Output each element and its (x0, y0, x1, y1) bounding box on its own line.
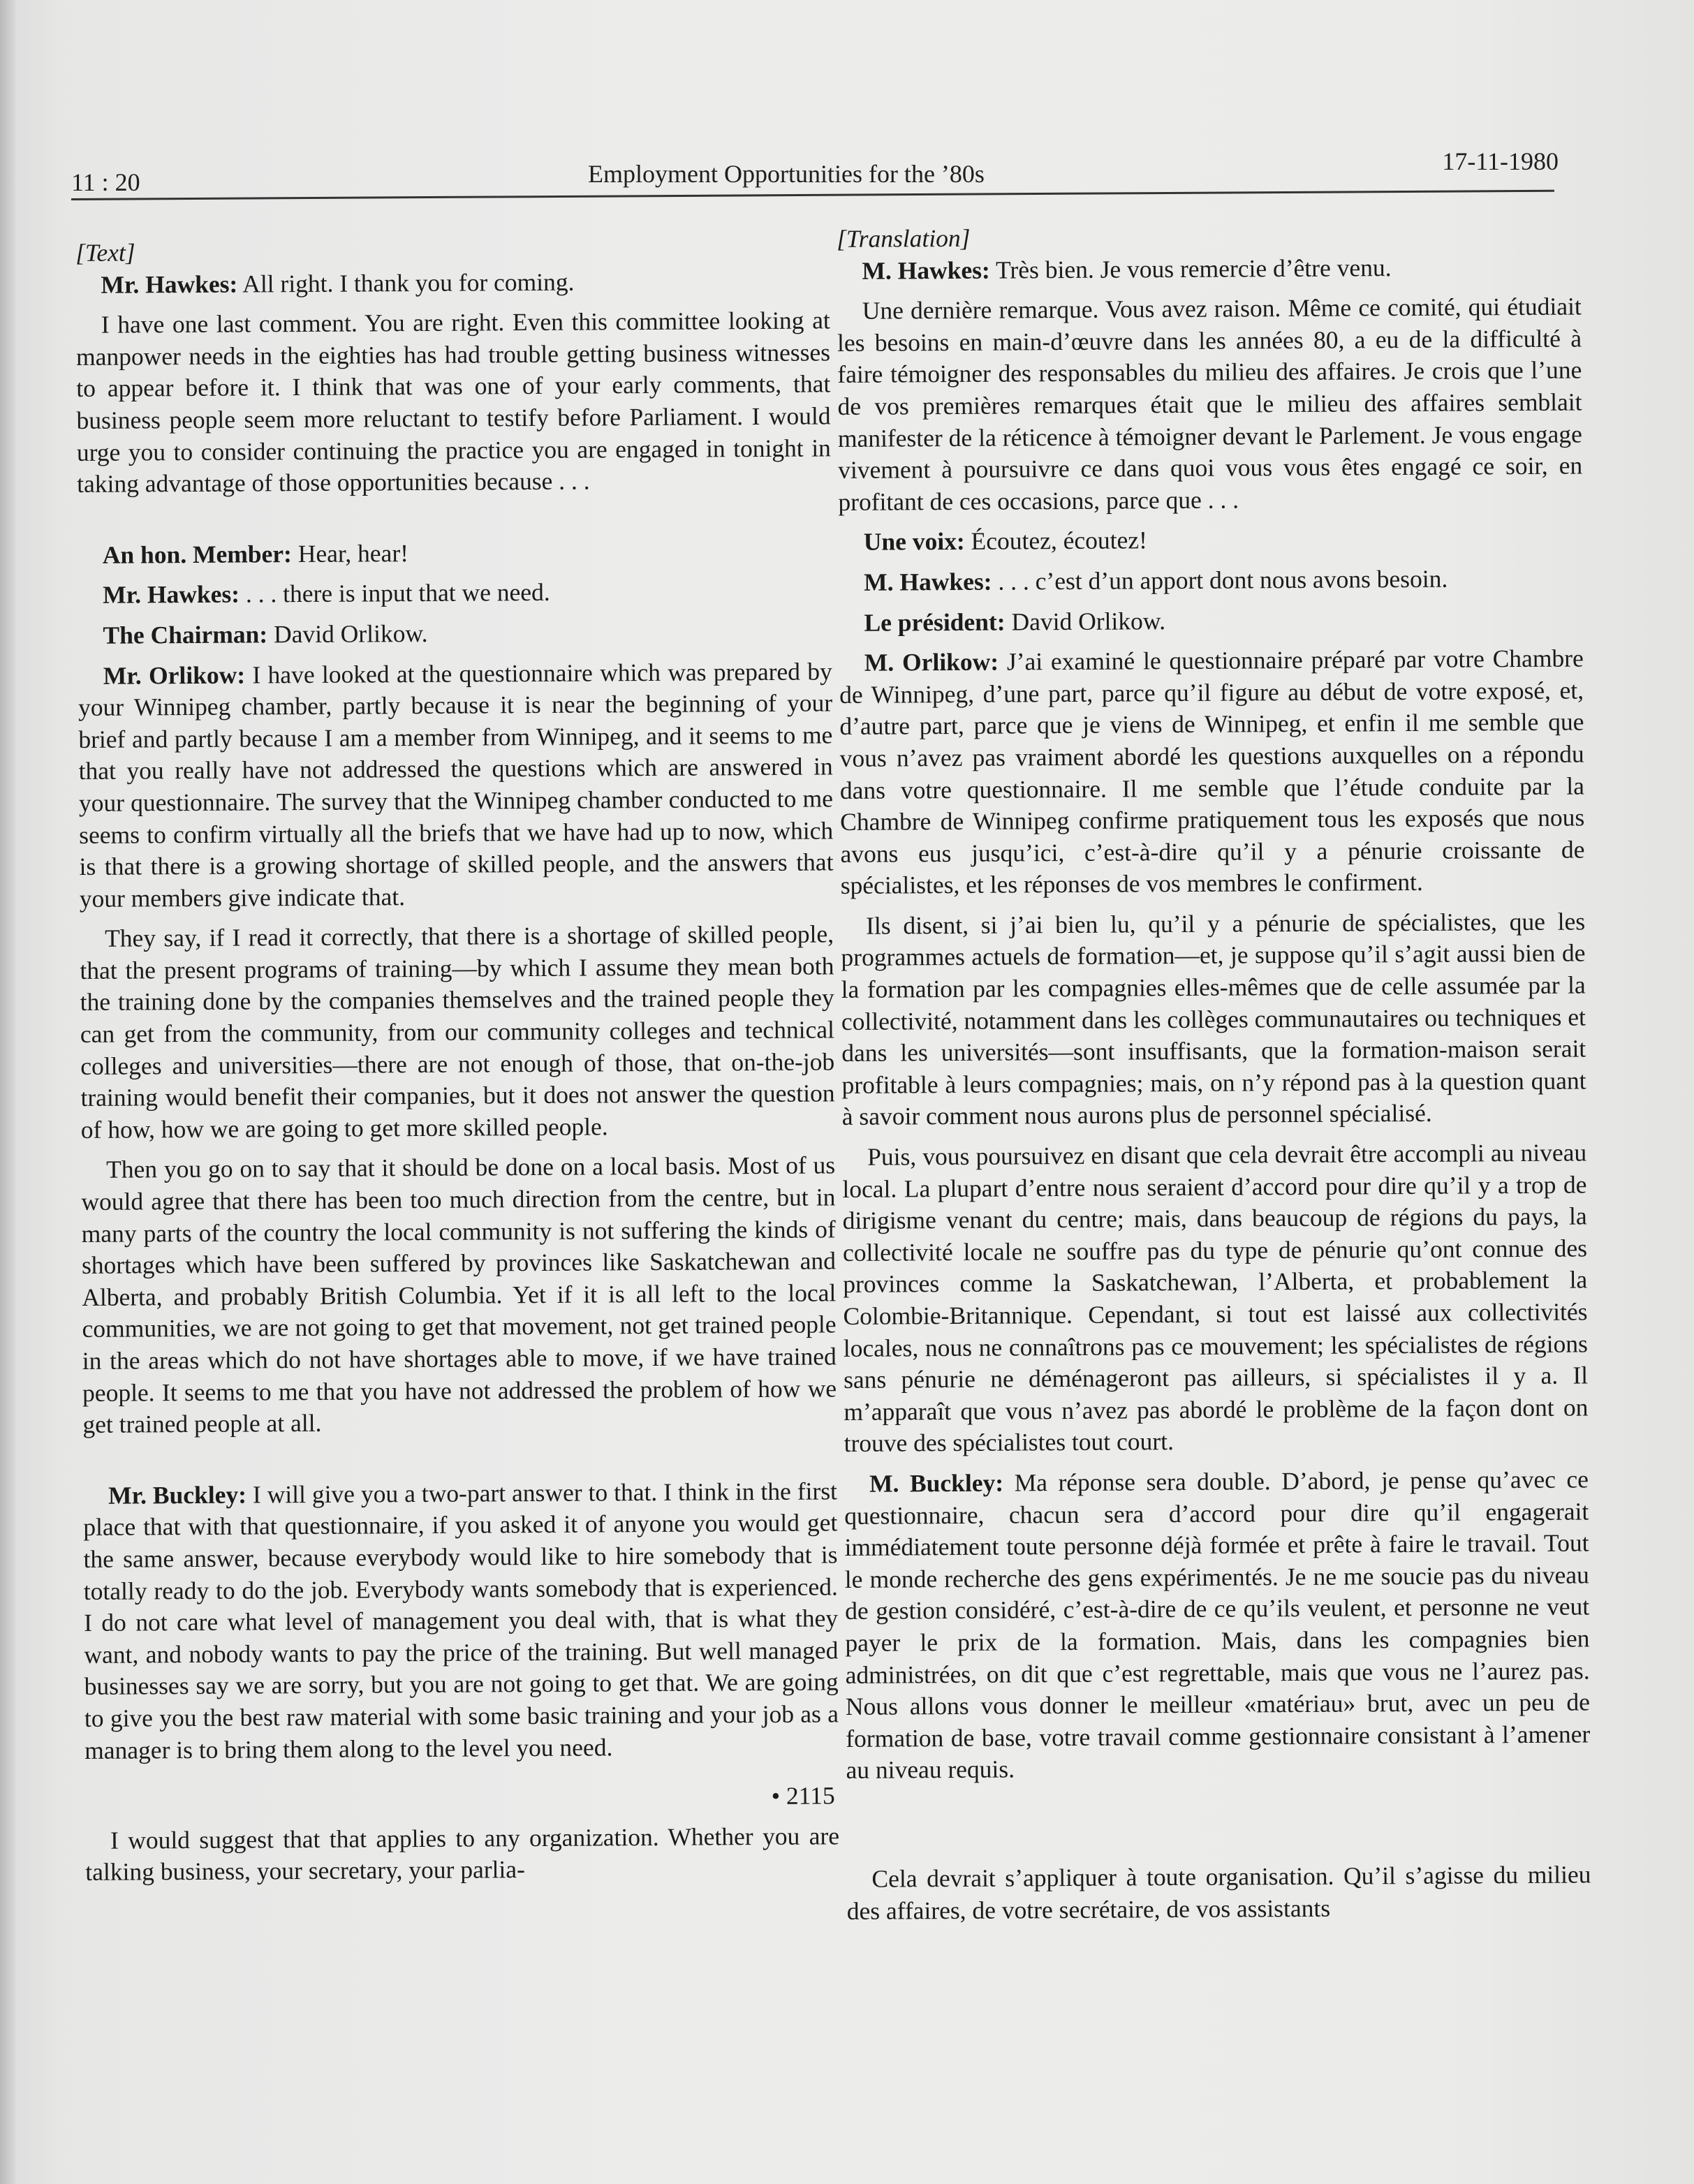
paragraph (844, 1463, 1591, 1786)
paragraph (78, 575, 832, 612)
paragraph-text: Ma réponse sera double. D’abord, je pense qu’avec ce questionnaire, chacun sera d’accord pour dire qu’il engagerait immédiatement toute personne déjà formée et prête à faire le travail. Tout le monde recherche des gens expérimentés. Je ne me soucie pas du niveau de gestion considéré, c’est-à-dire de ce qu’ils veulent, et personne ne veut payer le prix de la formation. Mais, dans les compagnies bien administrées, on dit que c’est regrettable, mais que vous ne l’aurez pas. Nous allons vous donner le meilleur «matériau» brut, avec un peu de formation de base, votre travail comme gestionnaire consistant à l’amener au niveau requis. (844, 1465, 1591, 1785)
paragraph (83, 1475, 839, 1766)
paragraph-text: Then you go on to say that it should be done on a local basis. Most of us would agree that there has been too much direction from the centre, but in many parts of the country the local community is not suffering the kinds of shortages which have been suffered by provinces like Saskatchewan and Alberta, and probably British Columbia. Yet if it is all left to the local communities, we are not going to get that movement, not get trained people in the areas which do not have shortages able to move, if we have trained people. It seems to me that you have not addressed the problem of how we get trained people at all. (81, 1151, 837, 1439)
paragraph (78, 615, 832, 651)
french-column (837, 219, 1591, 1927)
paragraph-text: I would suggest that that applies to any organization. Whether you are talking business, your secretary, your parlia- (85, 1822, 840, 1887)
paragraph (839, 643, 1585, 902)
page-number: 11 : 20 (71, 168, 140, 196)
paragraph (78, 535, 832, 571)
time-marker: • 2115 (771, 1781, 835, 1810)
paragraph (81, 1150, 837, 1441)
paragraph (75, 265, 830, 301)
paragraph-text: . . . c’est d’un apport dont nous avons besoin. (992, 564, 1448, 596)
section-label: [Text] (75, 238, 135, 267)
paragraph (842, 1137, 1589, 1459)
speaker-name: The Chairman: (103, 620, 268, 649)
speaker-name: M. Hawkes: (862, 256, 990, 285)
paragraph (839, 522, 1583, 559)
english-column (75, 233, 839, 1888)
paragraph-text: Hear, hear! (291, 538, 409, 568)
paragraph-text: Puis, vous poursuivez en disant que cela devrait être accompli au niveau local. La plupart d’entre nous seraient d’accord pour dire qu’il y a trop de dirigisme venant du centre; mais, dans beaucoup de régions du pays, la collectivité locale ne souffre pas du type de pénurie qu’ont connue des provinces comme la Saskatchewan, l’Alberta, et probablement la Colombie-Britannique. Cependant, si tout est laissé aux collectivités locales, nous ne connaîtrons pas ce mouvement; les spécialistes de régions sans pénurie ne déménageront pas ailleurs, si spécialistes il y a. Il m’apparaît que vous n’avez pas abordé le problème de la façon dont on trouve des spécialistes tout court. (842, 1138, 1589, 1458)
speaker-name: M. Orlikow: (864, 647, 999, 677)
paragraph-text: David Orlikow. (267, 619, 428, 649)
page-header (71, 147, 1559, 195)
speaker-name: M. Hawkes: (864, 567, 992, 596)
paragraph-text: Écoutez, écoutez! (964, 526, 1148, 556)
paragraph-text: All right. I thank you for coming. (237, 267, 575, 298)
paragraph-text: I will give you a two-part answer to that. I think in the first place that with that questionnaire, if you asked it of anyone you would get the same answer, because everybody would like to hire somebody that is totally ready to do the job. Everybody wants somebody that is experienced. I do not care what level of management you deal with, that is what they want, and nobody wants to pay the price of the training. But well managed businesses say we are sorry, but you are not going to get that. We are going to give you the best raw material with some basic training and your job as a manager is to bring them along to the level you need. (83, 1477, 839, 1764)
speaker-name: M. Buckley: (869, 1468, 1004, 1498)
section-label: [Translation] (837, 223, 971, 253)
running-title: Employment Opportunities for the ’80s (588, 160, 985, 188)
paragraph (837, 291, 1583, 519)
paragraph-text: . . . there is input that we need. (239, 578, 550, 608)
paragraph-text: I have one last comment. You are right. Even this committee looking at manpower needs in the eighties has had trouble getting business witnesses to appear before it. I think that was one of your early comments, that business people seem more reluctant to testify before Parliament. I would urge you to consider continuing the practice you are engaged in tonight in taking advantage of those opportunities because . . . (75, 306, 831, 499)
paragraph (841, 906, 1586, 1133)
paragraph (80, 919, 835, 1146)
speaker-name: Mr. Hawkes: (101, 270, 238, 299)
paragraph (839, 562, 1583, 598)
paragraph-text: I have looked at the questionnaire which was prepared by your Winnipeg chamber, partly because it is near the beginning of your brief and partly because I am a member from Winnipeg, and it seems to me that you really have not addressed the questions which are answered in your questionnaire. The survey that the Winnipeg chamber conducted to me seems to confirm virtually all the briefs that we have had up to now, which is that there is a growing shortage of skilled people, and the answers that your members give indicate that. (78, 656, 834, 913)
header-date: 17-11-1980 (1442, 147, 1559, 175)
speaker-name: Mr. Hawkes: (103, 580, 240, 610)
paragraph-text: Cela devrait s’appliquer à toute organisation. Qu’il s’agisse du milieu des affaires, de votre secrétaire, de vos assistants (846, 1860, 1591, 1925)
paragraph (85, 1820, 840, 1889)
speaker-name: Mr. Buckley: (108, 1480, 247, 1510)
speaker-name: Une voix: (863, 527, 965, 556)
paragraph (76, 305, 832, 501)
paragraph-text: Très bien. Je vous remercie d’être venu. (989, 253, 1392, 284)
page-binding-edge (0, 0, 15, 2184)
paragraph-text: J’ai examiné le questionnaire préparé par votre Chambre de Winnipeg, d’une part, parce qu’il figure au début de votre exposé, et, d’autre part, parce que je viens de Winnipeg, et enfin il me semble que vous n’avez pas vraiment abordé les questions auxquelles on a répondu dans votre questionnaire. Il me semble que l’étude conduite par la Chambre de Winnipeg confirme pratiquement tous les exposés que nous avons eus jusqu’ici, c’est-à-dire qu’il y a pénurie croissante de spécialistes, et les réponses de vos membres le confirment. (839, 644, 1585, 900)
paragraph (846, 1859, 1591, 1927)
paragraph-text: David Orlikow. (1005, 606, 1166, 636)
paragraph-text: Ils disent, si j’ai bien lu, qu’il y a pénurie de spécialistes, que les programmes actuels de formation—et, je suppose qu’il s’agit aussi bien de la formation par les compagnies elles-mêmes que de celle assumée par la collectivité, notamment dans les collèges communautaires ou techniques et dans les universités—sont insuffisants, que la formation-maison serait profitable à leurs compagnies; mais, on n’y répond pas à la question quant à savoir comment nous aurons plus de personnel spécialisé. (841, 907, 1586, 1131)
paragraph (837, 251, 1581, 287)
speaker-name: Le président: (864, 607, 1006, 637)
paragraph-text: They say, if I read it correctly, that there is a shortage of skilled people, that the present programs of training—by which I assume they mean both the training done by the companies themselves and the trained people they can get from the community, from our community colleges and technical colleges and universities—there are not enough of those, that on-the-job training would benefit their companies, but it does not answer the question of how, how we are going to get more skilled people. (80, 920, 835, 1144)
speaker-name: Mr. Orlikow: (103, 661, 246, 690)
paragraph (78, 656, 834, 915)
paragraph (839, 603, 1583, 639)
speaker-name: An hon. Member: (102, 539, 293, 569)
paragraph-text: Une dernière remarque. Vous avez raison. Même ce comité, qui étudiait les besoins en main-d’œuvre dans les années 80, a eu de la difficulté à faire témoigner des responsables du milieu des affaires. Je crois que l’une de vos premières remarques était que le milieu des affaires semblait manifester de la réticence à témoigner devant le Parlement. Je vous engage vivement à poursuivre ce dans quoi vous vous êtes engagé ce soir, en profitant de ces occasions, parce que . . . (837, 292, 1583, 516)
